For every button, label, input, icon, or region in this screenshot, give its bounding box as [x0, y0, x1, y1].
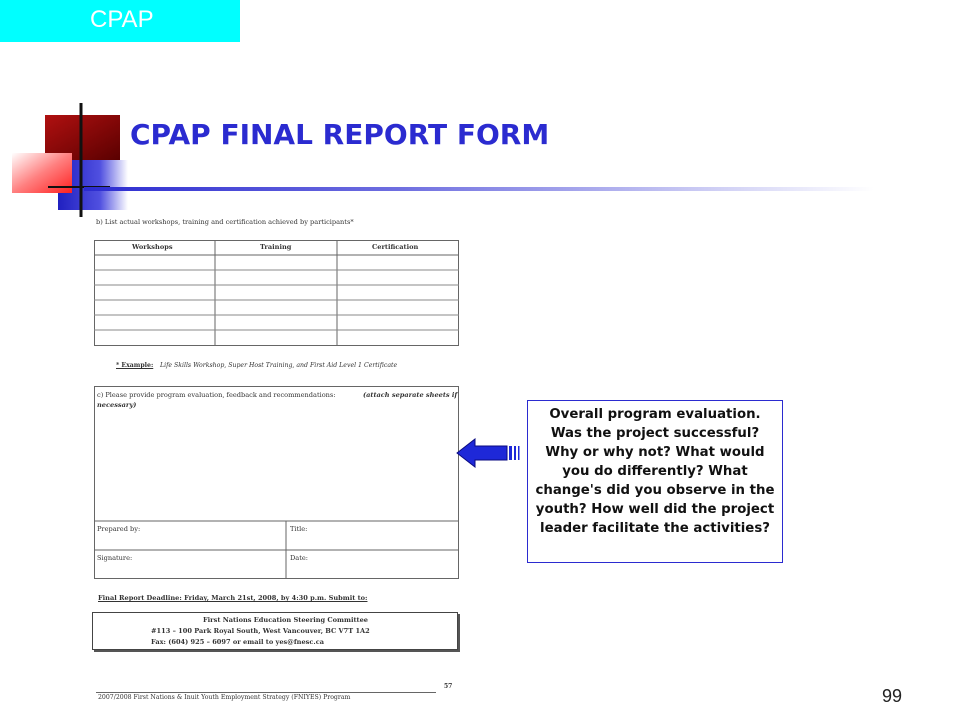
example-text: Life Skills Workshop, Super Host Training, and First Aid Level 1 Certificate — [160, 362, 398, 369]
section-c-label: c) Please provide program evaluation, feedback and recommendations: — [97, 391, 336, 399]
table-header-training: Training — [260, 243, 292, 251]
section-c-emphasis: (attach separate sheets if — [363, 391, 458, 399]
footer-page: 57 — [444, 683, 453, 690]
title-field-label: Title: — [290, 525, 308, 533]
evaluation-box — [94, 386, 462, 582]
slide-title: CPAP FINAL REPORT FORM — [130, 118, 550, 151]
prepared-by-label: Prepared by: — [97, 525, 141, 533]
page-number: 99 — [882, 686, 903, 706]
left-arrow-icon — [455, 438, 523, 468]
footer-rule — [96, 692, 436, 693]
address-line3: Fax: (604) 925 – 6097 or email to yes@fnesc.ca — [151, 638, 324, 646]
example-label: * Example: — [116, 362, 154, 369]
table-header-workshops: Workshops — [132, 243, 173, 251]
section-tag — [0, 0, 240, 42]
title-underline — [84, 187, 874, 191]
form-scan — [92, 208, 464, 700]
address-line1: First Nations Education Steering Committee — [203, 616, 368, 624]
callout-text: Overall program evaluation. Was the project successful? Why or why not? What would you do differently? What change's did you observe in the youth? How well did the project leader facilitate the activities? — [535, 407, 775, 536]
address-box — [92, 612, 458, 650]
table-header-certification: Certification — [372, 243, 419, 251]
footer-program: 2007/2008 First Nations & Inuit Youth Employment Strategy (FNIYES) Program — [98, 694, 351, 701]
participants-table — [94, 240, 462, 348]
deadline-text: Final Report Deadline: Friday, March 21st, 2008, by 4:30 p.m. Submit to: — [98, 594, 368, 602]
section-tag-label: CPAP — [90, 6, 154, 33]
address-line2: #113 – 100 Park Royal South, West Vancouver, BC V7T 1A2 — [151, 627, 370, 635]
section-c-emphasis-2: necessary) — [97, 401, 137, 409]
section-b-label: b) List actual workshops, training and certification achieved by participants* — [96, 218, 354, 226]
date-field-label: Date: — [290, 554, 308, 562]
evaluation-callout — [527, 400, 783, 563]
signature-label: Signature: — [97, 554, 133, 562]
decorative-squares-logo — [0, 95, 140, 225]
